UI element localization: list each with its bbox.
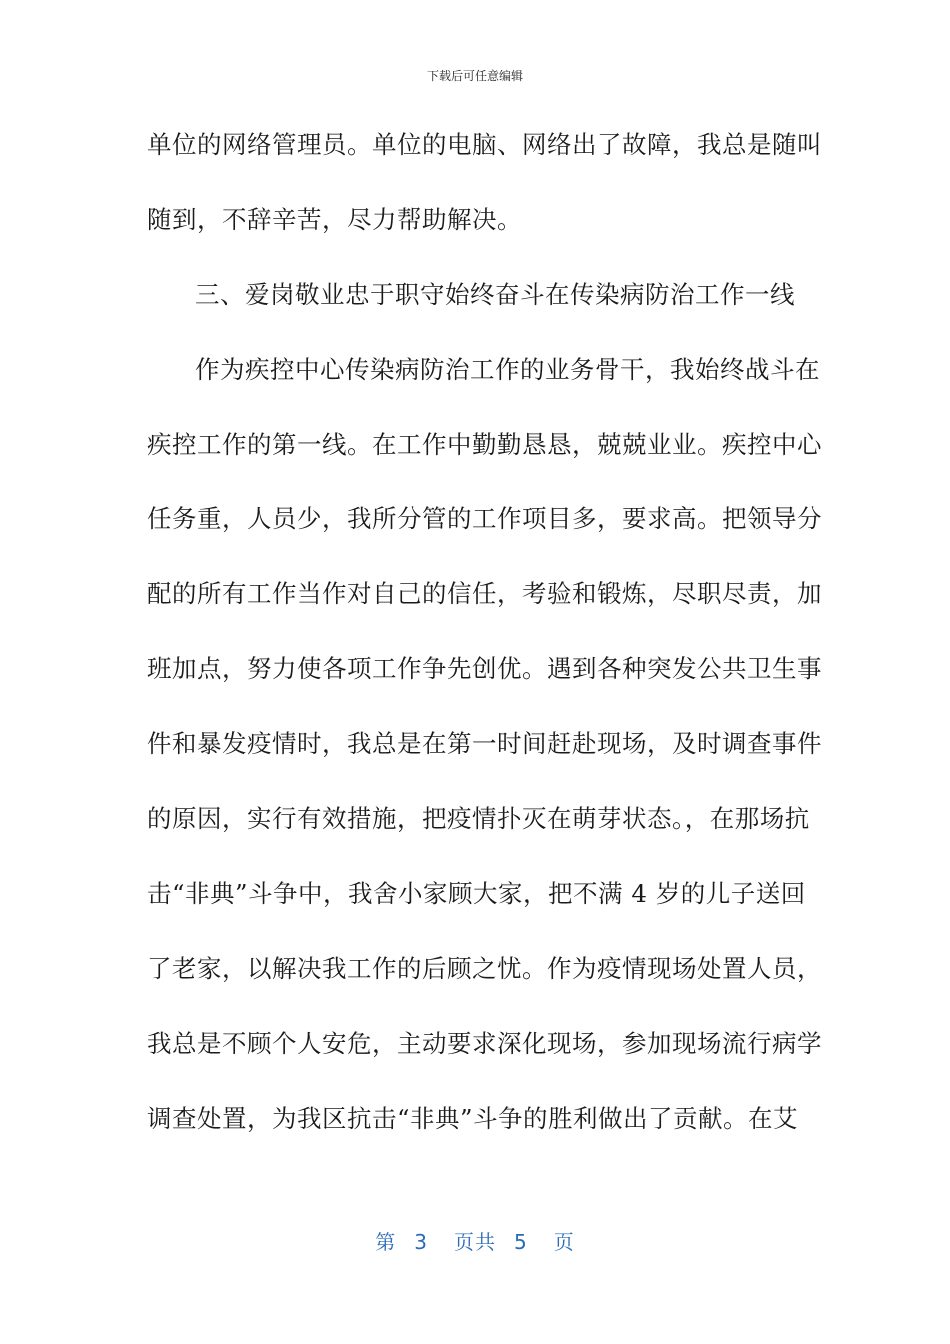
text-line: 单位的网络管理员。单位的电脑、网络出了故障，我总是随叫 — [147, 130, 822, 159]
text-line: 击“非典”斗争中，我舍小家顾大家，把不满 4 岁的儿子送回 — [147, 878, 806, 908]
text-line: 班加点，努力使各项工作争先创优。遇到各种突发公共卫生事 — [147, 654, 822, 684]
document-body — [147, 119, 822, 1167]
text-line: 了老家，以解决我工作的后顾之忧。作为疫情现场处置人员， — [147, 953, 822, 983]
text-line: 作为疾控中心传染病防治工作的业务骨干，我始终战斗在 — [195, 354, 820, 384]
text-line: 我总是不顾个人安危，主动要求深化现场，参加现场流行病学 — [147, 1028, 822, 1058]
page-number-footer — [0, 1226, 950, 1255]
page-prefix: 第 — [375, 1230, 397, 1254]
text-line: 的原因，实行有效措施，把疫情扑灭在萌芽状态。，在那场抗 — [147, 804, 810, 834]
text-line: 件和暴发疫情时，我总是在第一时间赶赴现场，及时调查事件 — [147, 729, 822, 759]
text-line: 疾控工作的第一线。在工作中勤勤恳恳，兢兢业业。疾控中心 — [147, 429, 822, 459]
page-header-note: 下载后可任意编辑 — [426, 69, 523, 83]
page-suffix: 页 — [553, 1230, 575, 1254]
section-heading: 三、爱岗敬业忠于职守始终奋斗在传染病防治工作一线 — [195, 279, 795, 309]
text-line: 调查处置，为我区抗击“非典”斗争的胜利做出了贡献。在艾 — [147, 1103, 799, 1133]
page-mid: 页共 — [454, 1230, 496, 1254]
total-pages-number: 5 — [514, 1230, 528, 1254]
text-line: 配的所有工作当作对自己的信任，考验和锻炼，尽职尽责，加 — [147, 579, 822, 609]
text-line: 随到，不辞辛苦，尽力帮助解决。 — [147, 204, 522, 234]
current-page-number: 3 — [414, 1230, 428, 1254]
text-line: 任务重，人员少，我所分管的工作项目多，要求高。把领导分 — [147, 504, 822, 534]
